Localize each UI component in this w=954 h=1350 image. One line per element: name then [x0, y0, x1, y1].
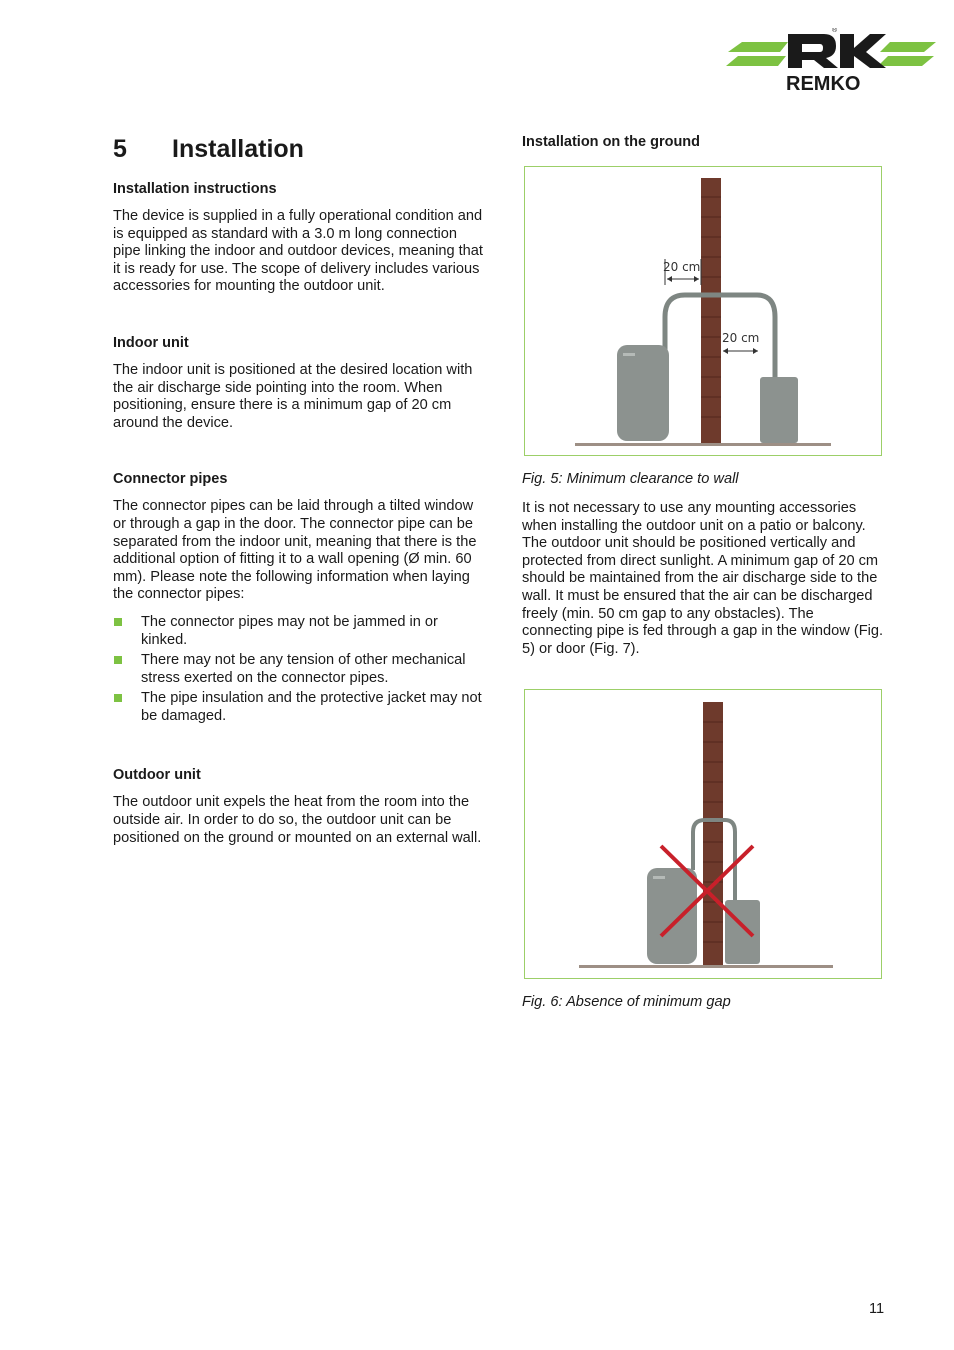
- square-bullet-icon: [114, 694, 122, 702]
- logo-text: REMKO: [786, 73, 861, 94]
- list-item: The connector pipes may not be jammed in or kinked.: [113, 614, 483, 649]
- installation-instructions-heading: Installation instructions: [113, 181, 277, 197]
- figure-6-caption: Fig. 6: Absence of minimum gap: [522, 994, 731, 1010]
- installation-ground-text: It is not necessary to use any mounting accessories when installing the outdoor unit on a patio or balcony. The outdoor unit should be positioned vertically and protected from direct sunlight. A minimum gap of 20 cm should be maintained from the air discharge side to the wall. It must be ensured that the air can be discharged freely (min. 50 cm gap to any obstacles). The connecting pipe is fed through a gap in the window (Fig. 5) or door (Fig. 7).: [522, 500, 884, 657]
- square-bullet-icon: [114, 656, 122, 664]
- remko-logo: [724, 28, 938, 94]
- outdoor-unit-heading: Outdoor unit: [113, 767, 201, 784]
- installation-instructions-text: The device is supplied in a fully operational condition and is equipped as standard with a 3.0 m long connection pipe linking the indoor and outdoor devices, meaning that it is ready for use. The scope of delivery includes various accessories for mounting the outdoor unit.: [113, 208, 483, 295]
- connector-pipes-heading: Connector pipes: [113, 471, 228, 488]
- outdoor-unit-text: The outdoor unit expels the heat from the room into the outside air. In order to do so, the outdoor unit can be positioned on the ground or mounted on an external wall.: [113, 794, 482, 846]
- registered-mark: ®: [832, 28, 838, 34]
- chapter-heading: [113, 133, 483, 165]
- chapter-title: Installation: [172, 135, 304, 163]
- figure-minimum-clearance: [524, 166, 882, 456]
- indoor-unit-text: The indoor unit is positioned at the desired location with the air discharge side pointing into the room. When positioning, ensure there is a minimum gap of 20 cm around the device.: [113, 361, 473, 431]
- page-number: 11: [869, 1301, 885, 1317]
- square-bullet-icon: [114, 618, 122, 626]
- indoor-unit-heading: Indoor unit: [113, 334, 189, 351]
- connector-pipes-text: The connector pipes can be laid through a tilted window or through a gap in the door. The connector pipe can be separated from the indoor unit, meaning that there is the additional option of fitting it to a wall opening (Ø min. 60 mm). Please note the following information when laying the connector pipes:: [113, 498, 477, 603]
- clearance-label-top: 20 cm: [663, 260, 701, 274]
- list-item: The pipe insulation and the protective jacket may not be damaged.: [113, 690, 483, 725]
- chapter-number: 5: [113, 135, 127, 163]
- connector-pipes-list: [113, 614, 483, 726]
- figure-absence-minimum-gap: [524, 689, 882, 979]
- installation-ground-heading: Installation on the ground: [522, 134, 701, 150]
- list-item: There may not be any tension of other mechanical stress exerted on the connector pipes.: [113, 652, 483, 687]
- right-column: [522, 133, 887, 161]
- left-column: [113, 133, 483, 847]
- figure-5-caption: Fig. 5: Minimum clearance to wall: [522, 471, 739, 487]
- clearance-label-side: 20 cm: [722, 331, 760, 345]
